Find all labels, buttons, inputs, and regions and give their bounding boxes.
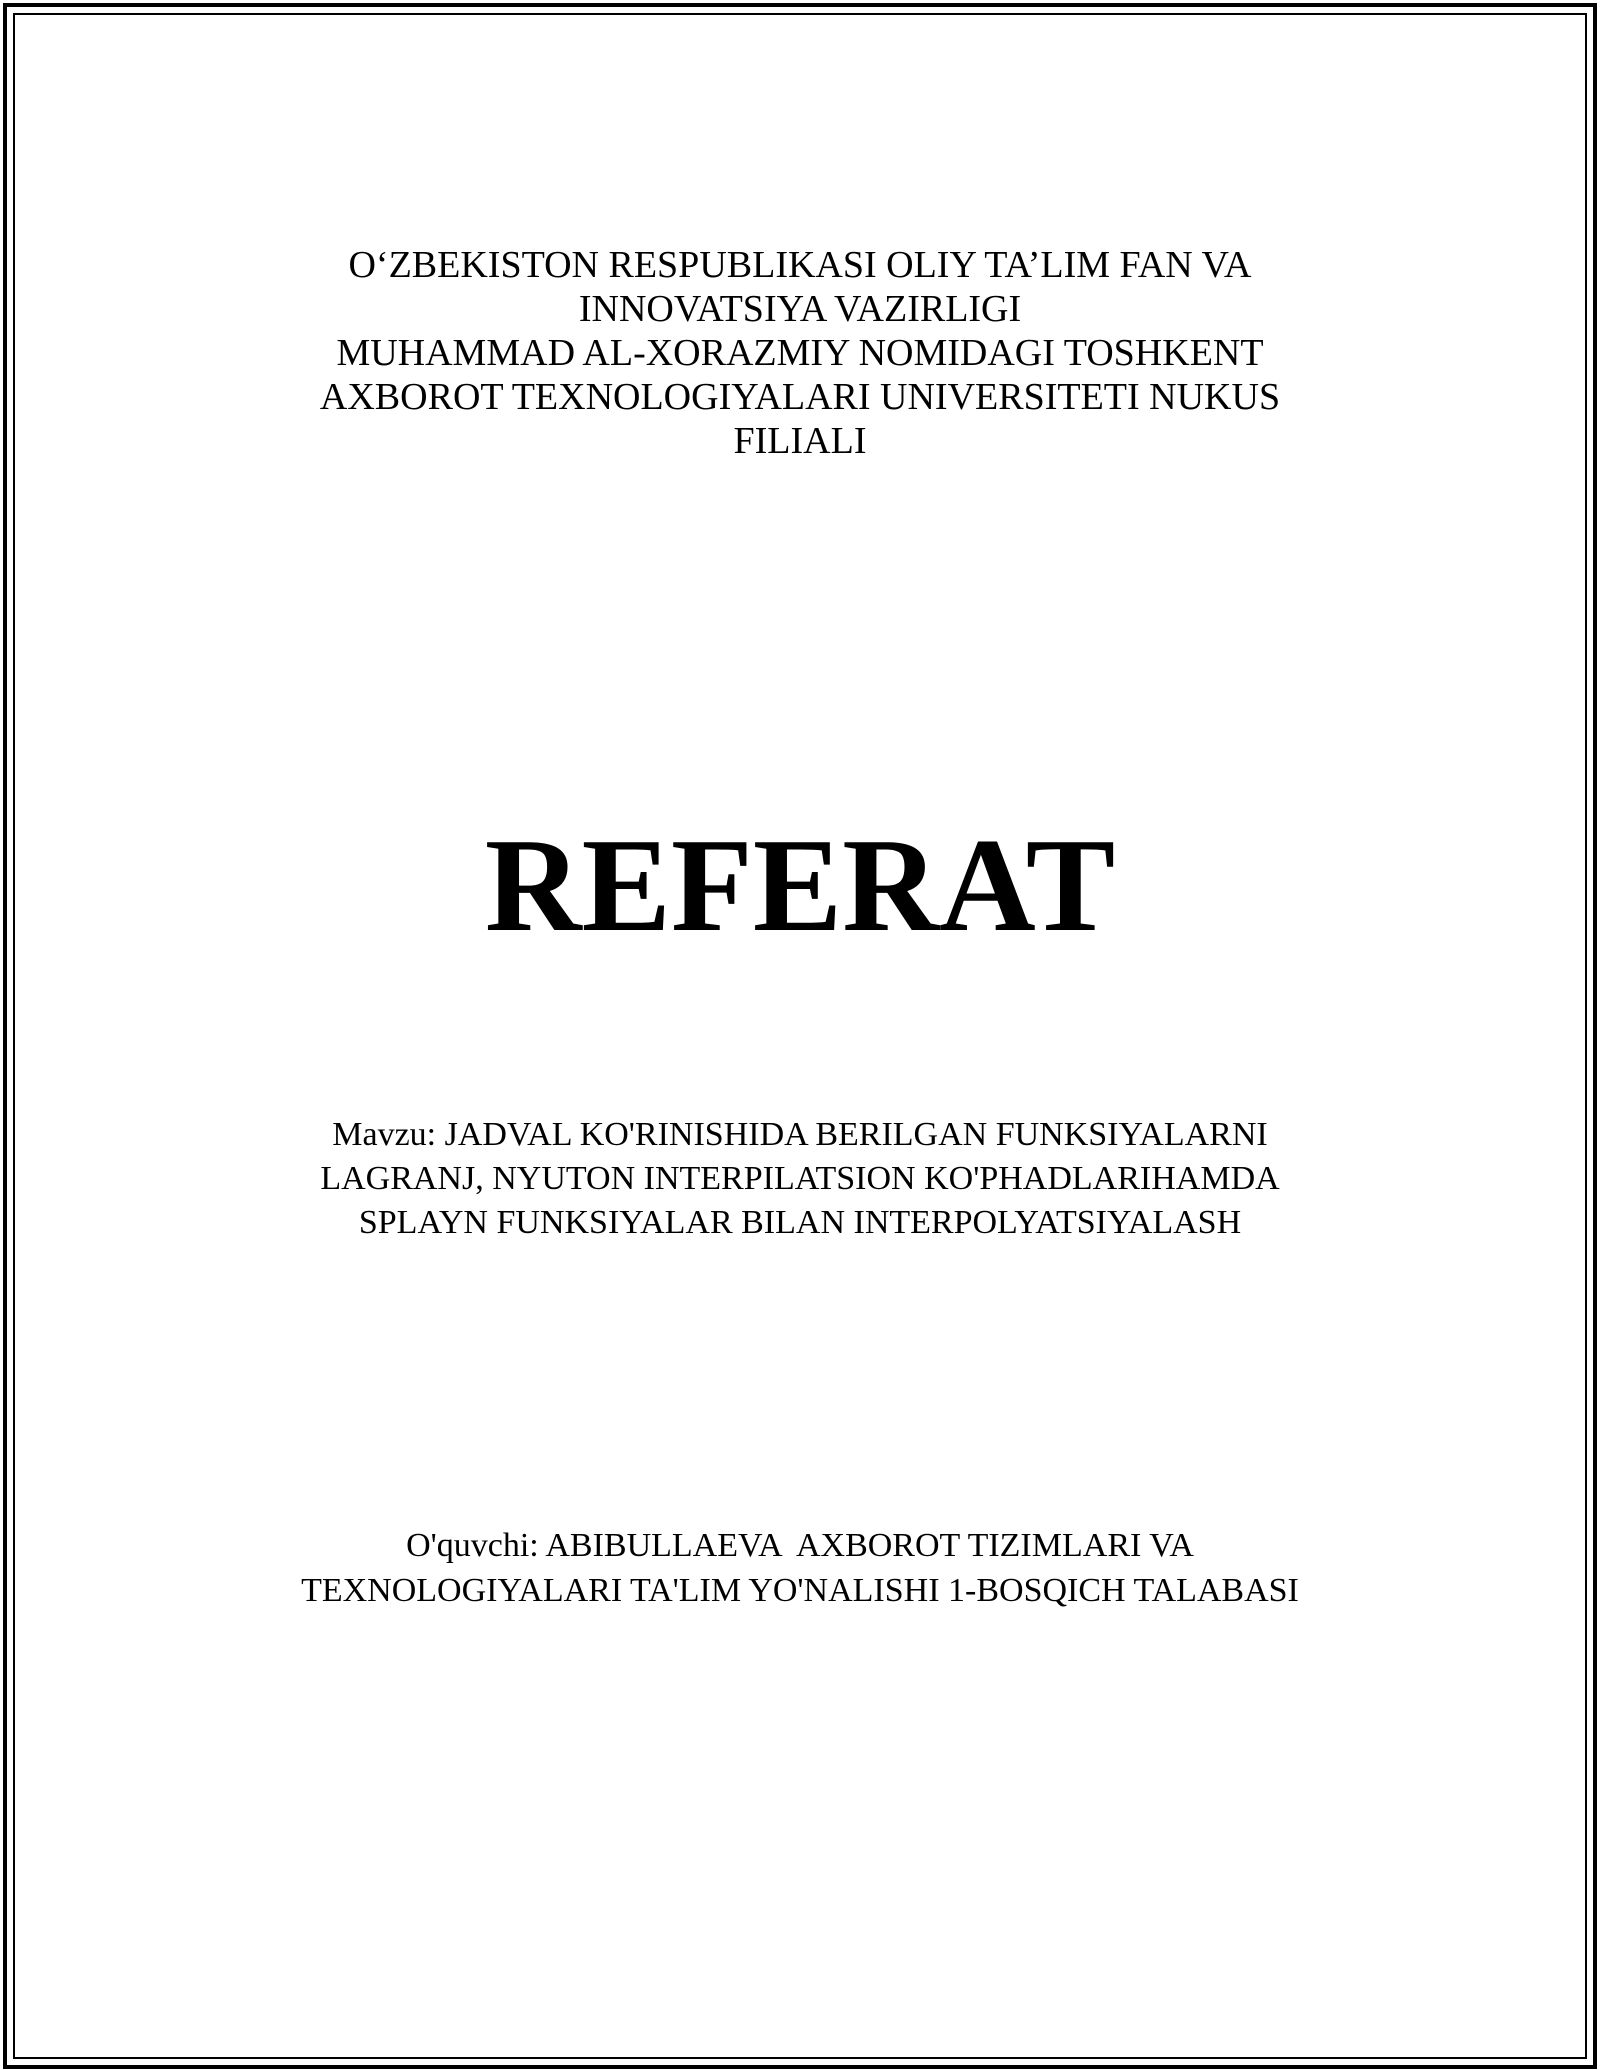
student-line-2: TEXNOLOGIYALARI TA'LIM YO'NALISHI 1-BOSQICH TALABASI [301, 1572, 1299, 1609]
header-line-3: MUHAMMAD AL-XORAZMIY NOMIDAGI TOSHKENT [336, 332, 1264, 374]
header-line-5: FILIALI [733, 420, 867, 462]
header-line-1: O‘ZBEKISTON RESPUBLIKASI OLIY TA’LIM FAN VA [348, 244, 1252, 286]
topic-line-2: LAGRANJ, NYUTON INTERPILATSION KO'PHADLARIHAMDA [320, 1160, 1280, 1197]
header-line-2: INNOVATSIYA VAZIRLIGI [578, 288, 1022, 330]
student-block [0, 1523, 1600, 1613]
topic-line-1: Mavzu: JADVAL KO'RINISHIDA BERILGAN FUNKSIYALARNI [332, 1116, 1268, 1153]
student-line-1: O'quvchi: ABIBULLAEVA AXBOROT TIZIMLARI VA [406, 1527, 1194, 1564]
topic-line-3: SPLAYN FUNKSIYALAR BILAN INTERPOLYATSIYALASH [358, 1204, 1242, 1241]
header-line-4: AXBOROT TEXNOLOGIYALARI UNIVERSITETI NUKUS [319, 376, 1281, 418]
institution-header [0, 243, 1600, 463]
document-title: REFERAT [484, 811, 1116, 959]
topic-block [0, 1113, 1600, 1245]
